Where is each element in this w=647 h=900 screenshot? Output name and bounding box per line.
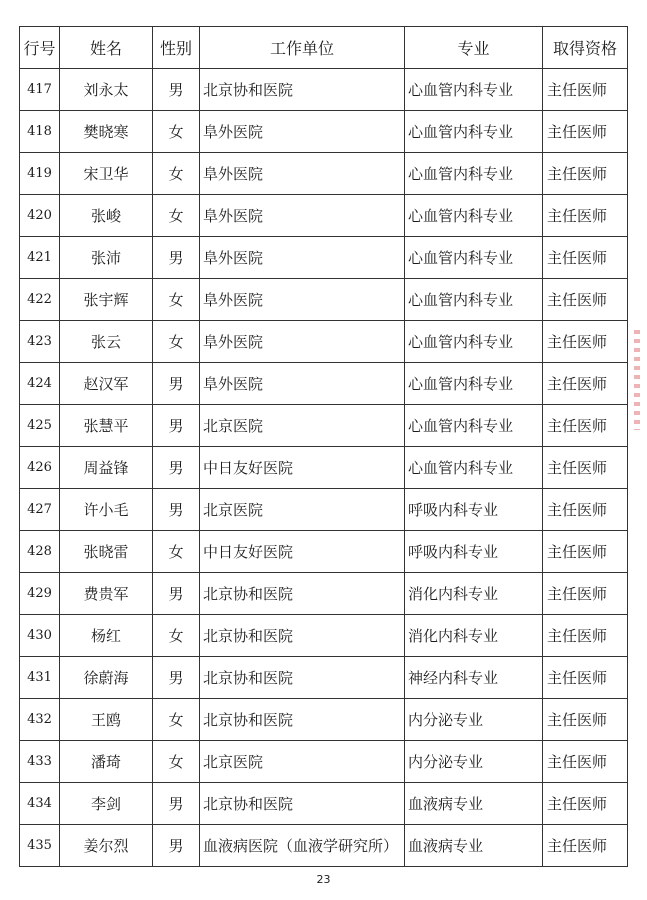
table-row xyxy=(20,573,628,615)
gender-cell: 女 xyxy=(153,321,200,363)
header-qualification: 取得资格 xyxy=(543,27,628,69)
name-cell: 潘琦 xyxy=(60,741,153,783)
work-unit-cell: 阜外医院 xyxy=(200,195,405,237)
table-row xyxy=(20,111,628,153)
qualification-cell: 主任医师 xyxy=(543,783,628,825)
header-name: 姓名 xyxy=(60,27,153,69)
qualification-cell: 主任医师 xyxy=(543,615,628,657)
qualification-cell: 主任医师 xyxy=(543,405,628,447)
qualification-cell: 主任医师 xyxy=(543,489,628,531)
gender-cell: 女 xyxy=(153,699,200,741)
work-unit-cell: 阜外医院 xyxy=(200,153,405,195)
gender-cell: 男 xyxy=(153,69,200,111)
qualification-cell: 主任医师 xyxy=(543,195,628,237)
header-specialty: 专业 xyxy=(405,27,543,69)
name-cell: 张晓雷 xyxy=(60,531,153,573)
name-cell: 杨红 xyxy=(60,615,153,657)
header-gender: 性别 xyxy=(153,27,200,69)
specialty-cell: 心血管内科专业 xyxy=(405,321,543,363)
specialty-cell: 消化内科专业 xyxy=(405,615,543,657)
name-cell: 李剑 xyxy=(60,783,153,825)
specialty-cell: 内分泌专业 xyxy=(405,699,543,741)
row-number-cell: 432 xyxy=(20,699,60,741)
gender-cell: 男 xyxy=(153,489,200,531)
table-row xyxy=(20,237,628,279)
row-number-cell: 428 xyxy=(20,531,60,573)
specialty-cell: 消化内科专业 xyxy=(405,573,543,615)
gender-cell: 女 xyxy=(153,531,200,573)
table-row xyxy=(20,153,628,195)
gender-cell: 女 xyxy=(153,615,200,657)
work-unit-cell: 北京协和医院 xyxy=(200,573,405,615)
table-row xyxy=(20,825,628,867)
specialty-cell: 心血管内科专业 xyxy=(405,363,543,405)
qualification-cell: 主任医师 xyxy=(543,447,628,489)
gender-cell: 女 xyxy=(153,111,200,153)
table-row xyxy=(20,69,628,111)
row-number-cell: 422 xyxy=(20,279,60,321)
row-number-cell: 423 xyxy=(20,321,60,363)
qualification-cell: 主任医师 xyxy=(543,69,628,111)
table-row xyxy=(20,489,628,531)
gender-cell: 男 xyxy=(153,237,200,279)
gender-cell: 男 xyxy=(153,783,200,825)
work-unit-cell: 阜外医院 xyxy=(200,321,405,363)
specialty-cell: 心血管内科专业 xyxy=(405,237,543,279)
specialty-cell: 心血管内科专业 xyxy=(405,447,543,489)
name-cell: 宋卫华 xyxy=(60,153,153,195)
table-header xyxy=(20,27,628,69)
name-cell: 徐蔚海 xyxy=(60,657,153,699)
name-cell: 张慧平 xyxy=(60,405,153,447)
qualification-cell: 主任医师 xyxy=(543,153,628,195)
gender-cell: 男 xyxy=(153,405,200,447)
specialty-cell: 呼吸内科专业 xyxy=(405,531,543,573)
table-row xyxy=(20,657,628,699)
table-row xyxy=(20,615,628,657)
row-number-cell: 421 xyxy=(20,237,60,279)
work-unit-cell: 阜外医院 xyxy=(200,363,405,405)
row-number-cell: 418 xyxy=(20,111,60,153)
table-row xyxy=(20,447,628,489)
specialty-cell: 神经内科专业 xyxy=(405,657,543,699)
name-cell: 张沛 xyxy=(60,237,153,279)
row-number-cell: 433 xyxy=(20,741,60,783)
specialty-cell: 心血管内科专业 xyxy=(405,69,543,111)
table-row xyxy=(20,321,628,363)
gender-cell: 男 xyxy=(153,363,200,405)
name-cell: 刘永太 xyxy=(60,69,153,111)
qualification-table xyxy=(19,26,628,867)
name-cell: 费贵军 xyxy=(60,573,153,615)
specialty-cell: 呼吸内科专业 xyxy=(405,489,543,531)
work-unit-cell: 阜外医院 xyxy=(200,279,405,321)
work-unit-cell: 血液病医院（血液学研究所） xyxy=(200,825,405,867)
gender-cell: 男 xyxy=(153,447,200,489)
name-cell: 樊晓寒 xyxy=(60,111,153,153)
work-unit-cell: 北京医院 xyxy=(200,741,405,783)
table-row xyxy=(20,405,628,447)
name-cell: 周益锋 xyxy=(60,447,153,489)
row-number-cell: 435 xyxy=(20,825,60,867)
row-number-cell: 431 xyxy=(20,657,60,699)
specialty-cell: 心血管内科专业 xyxy=(405,111,543,153)
work-unit-cell: 北京医院 xyxy=(200,489,405,531)
table-row xyxy=(20,699,628,741)
gender-cell: 女 xyxy=(153,195,200,237)
row-number-cell: 434 xyxy=(20,783,60,825)
specialty-cell: 血液病专业 xyxy=(405,825,543,867)
row-number-cell: 419 xyxy=(20,153,60,195)
work-unit-cell: 北京医院 xyxy=(200,405,405,447)
work-unit-cell: 北京协和医院 xyxy=(200,783,405,825)
row-number-cell: 417 xyxy=(20,69,60,111)
work-unit-cell: 北京协和医院 xyxy=(200,615,405,657)
table-row xyxy=(20,363,628,405)
specialty-cell: 血液病专业 xyxy=(405,783,543,825)
specialty-cell: 心血管内科专业 xyxy=(405,195,543,237)
row-number-cell: 425 xyxy=(20,405,60,447)
table-row xyxy=(20,531,628,573)
qualification-cell: 主任医师 xyxy=(543,111,628,153)
page-number: 23 xyxy=(316,873,331,886)
qualification-cell: 主任医师 xyxy=(543,825,628,867)
qualification-cell: 主任医师 xyxy=(543,321,628,363)
qualification-cell: 主任医师 xyxy=(543,657,628,699)
specialty-cell: 内分泌专业 xyxy=(405,741,543,783)
specialty-cell: 心血管内科专业 xyxy=(405,405,543,447)
row-number-cell: 424 xyxy=(20,363,60,405)
gender-cell: 女 xyxy=(153,153,200,195)
row-number-cell: 420 xyxy=(20,195,60,237)
row-number-cell: 430 xyxy=(20,615,60,657)
work-unit-cell: 北京协和医院 xyxy=(200,69,405,111)
header-row-number: 行号 xyxy=(20,27,60,69)
name-cell: 许小毛 xyxy=(60,489,153,531)
qualification-cell: 主任医师 xyxy=(543,699,628,741)
work-unit-cell: 北京协和医院 xyxy=(200,699,405,741)
gender-cell: 男 xyxy=(153,573,200,615)
specialty-cell: 心血管内科专业 xyxy=(405,153,543,195)
table-row xyxy=(20,783,628,825)
name-cell: 张云 xyxy=(60,321,153,363)
specialty-cell: 心血管内科专业 xyxy=(405,279,543,321)
table-body xyxy=(20,69,628,867)
work-unit-cell: 中日友好医院 xyxy=(200,447,405,489)
qualification-cell: 主任医师 xyxy=(543,363,628,405)
name-cell: 张宇辉 xyxy=(60,279,153,321)
table-row xyxy=(20,741,628,783)
edge-seal-mark xyxy=(634,330,640,430)
gender-cell: 女 xyxy=(153,279,200,321)
work-unit-cell: 北京协和医院 xyxy=(200,657,405,699)
row-number-cell: 429 xyxy=(20,573,60,615)
table-row xyxy=(20,279,628,321)
row-number-cell: 426 xyxy=(20,447,60,489)
work-unit-cell: 阜外医院 xyxy=(200,111,405,153)
name-cell: 姜尔烈 xyxy=(60,825,153,867)
header-work-unit: 工作单位 xyxy=(200,27,405,69)
name-cell: 张峻 xyxy=(60,195,153,237)
qualification-cell: 主任医师 xyxy=(543,237,628,279)
work-unit-cell: 阜外医院 xyxy=(200,237,405,279)
qualification-cell: 主任医师 xyxy=(543,741,628,783)
table-row xyxy=(20,195,628,237)
qualification-cell: 主任医师 xyxy=(543,573,628,615)
gender-cell: 女 xyxy=(153,741,200,783)
name-cell: 王鸥 xyxy=(60,699,153,741)
row-number-cell: 427 xyxy=(20,489,60,531)
qualification-cell: 主任医师 xyxy=(543,531,628,573)
name-cell: 赵汉军 xyxy=(60,363,153,405)
gender-cell: 男 xyxy=(153,657,200,699)
header-row xyxy=(20,27,628,69)
work-unit-cell: 中日友好医院 xyxy=(200,531,405,573)
gender-cell: 男 xyxy=(153,825,200,867)
qualification-cell: 主任医师 xyxy=(543,279,628,321)
